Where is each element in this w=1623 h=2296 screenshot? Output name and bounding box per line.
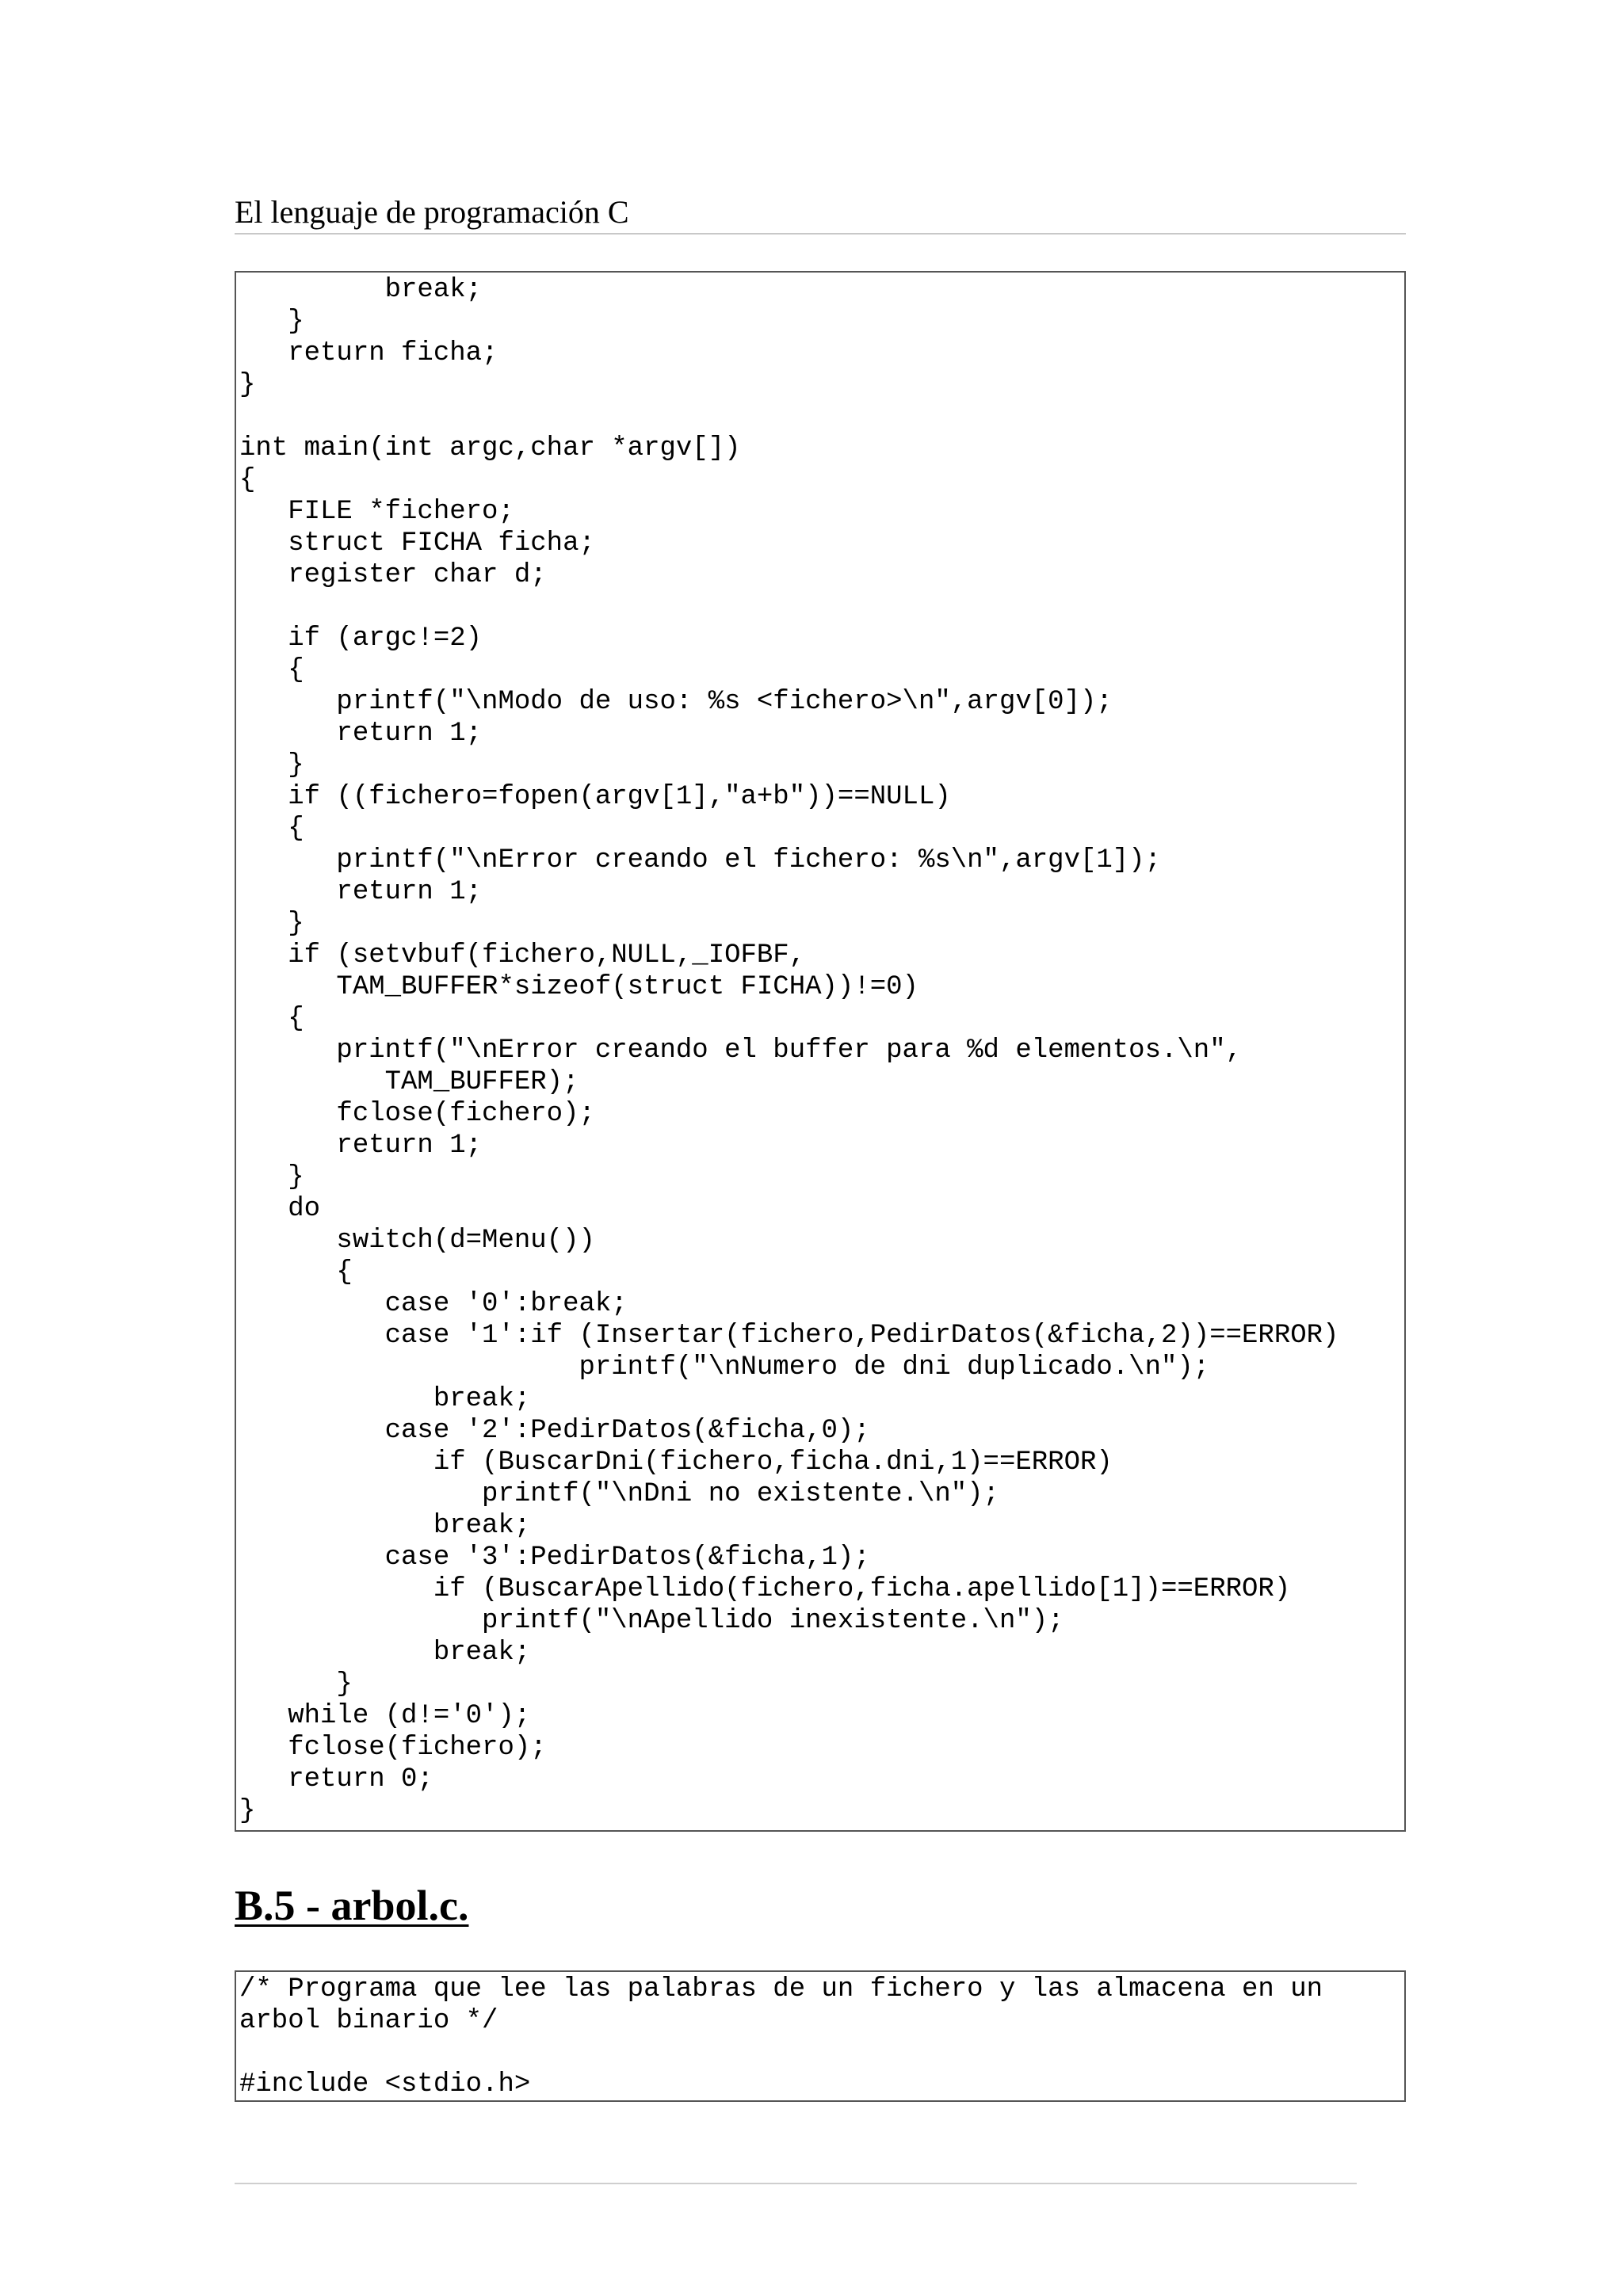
code-line: break; xyxy=(239,275,483,305)
code-line: } xyxy=(239,370,256,400)
code-line: } xyxy=(239,307,304,337)
code-line: return 1; xyxy=(239,877,483,907)
code-line: int main(int argc,char *argv[]) xyxy=(239,433,741,463)
code-line: switch(d=Menu()) xyxy=(239,1226,595,1256)
code-line: } xyxy=(239,1669,353,1699)
code-line: while (d!='0'); xyxy=(239,1701,531,1731)
code-line: case '1':if (Insertar(fichero,PedirDatos(&ficha,2))==ERROR) xyxy=(239,1321,1339,1351)
code-line: if (setvbuf(fichero,NULL,_IOFBF, xyxy=(239,940,806,971)
code-line: fclose(fichero); xyxy=(239,1733,547,1763)
code-line: fclose(fichero); xyxy=(239,1099,595,1129)
code-block-arbol xyxy=(235,1970,1406,2102)
code-lines xyxy=(239,274,1401,1827)
code-line: { xyxy=(239,465,256,495)
code-line: printf("\nError creando el fichero: %s\n",argv[1]); xyxy=(239,845,1161,875)
code-line: #include <stdio.h> xyxy=(239,2069,531,2100)
code-line: TAM_BUFFER*sizeof(struct FICHA))!=0) xyxy=(239,972,918,1002)
code-line: break; xyxy=(239,1511,531,1541)
code-line: case '2':PedirDatos(&ficha,0); xyxy=(239,1416,870,1446)
code-line: printf("\nApellido inexistente.\n"); xyxy=(239,1606,1064,1636)
code-line: return 1; xyxy=(239,1131,483,1161)
page-header-title: El lenguaje de programación C xyxy=(235,192,1406,235)
code-line: printf("\nModo de uso: %s <fichero>\n",argv[0]); xyxy=(239,687,1113,717)
code-line: TAM_BUFFER); xyxy=(239,1067,579,1097)
code-line: } xyxy=(239,1162,304,1192)
code-line: printf("\nDni no existente.\n"); xyxy=(239,1479,999,1509)
code-line: } xyxy=(239,909,304,939)
code-line: if (argc!=2) xyxy=(239,624,483,654)
code-line xyxy=(239,2037,1401,2069)
code-line: arbol binario */ xyxy=(239,2006,498,2036)
code-line: if (BuscarApellido(fichero,ficha.apellido[1])==ERROR) xyxy=(239,1574,1291,1604)
code-line: return 0; xyxy=(239,1764,433,1794)
code-line: FILE *fichero; xyxy=(239,497,514,527)
code-line: { xyxy=(239,1257,353,1287)
code-line xyxy=(239,401,1401,433)
code-line: if (BuscarDni(fichero,ficha.dni,1)==ERROR) xyxy=(239,1447,1113,1478)
code-line: } xyxy=(239,750,304,780)
code-line xyxy=(239,591,1401,623)
code-line: register char d; xyxy=(239,560,547,590)
footer-divider xyxy=(235,2183,1357,2184)
code-line: /* Programa que lee las palabras de un fichero y las almacena en un xyxy=(239,1974,1323,2004)
code-line: return ficha; xyxy=(239,338,498,368)
code-line: case '3':PedirDatos(&ficha,1); xyxy=(239,1543,870,1573)
code-block-main xyxy=(235,271,1406,1832)
code-line: printf("\nNumero de dni duplicado.\n"); xyxy=(239,1352,1210,1383)
code-line: } xyxy=(239,1796,256,1826)
code-line: case '0':break; xyxy=(239,1289,628,1319)
code-line: break; xyxy=(239,1638,531,1668)
code-line: return 1; xyxy=(239,719,483,749)
section-heading: B.5 - arbol.c. xyxy=(235,1882,469,1929)
code-line: { xyxy=(239,814,304,844)
code-line: { xyxy=(239,655,304,685)
code-line: printf("\nError creando el buffer para %d elementos.\n", xyxy=(239,1035,1243,1066)
code-line: do xyxy=(239,1194,321,1224)
code-line: if ((fichero=fopen(argv[1],"a+b"))==NULL) xyxy=(239,782,951,812)
code-line: struct FICHA ficha; xyxy=(239,528,595,559)
code-line: { xyxy=(239,1004,304,1034)
code-lines xyxy=(239,1974,1401,2100)
code-line: break; xyxy=(239,1384,531,1414)
